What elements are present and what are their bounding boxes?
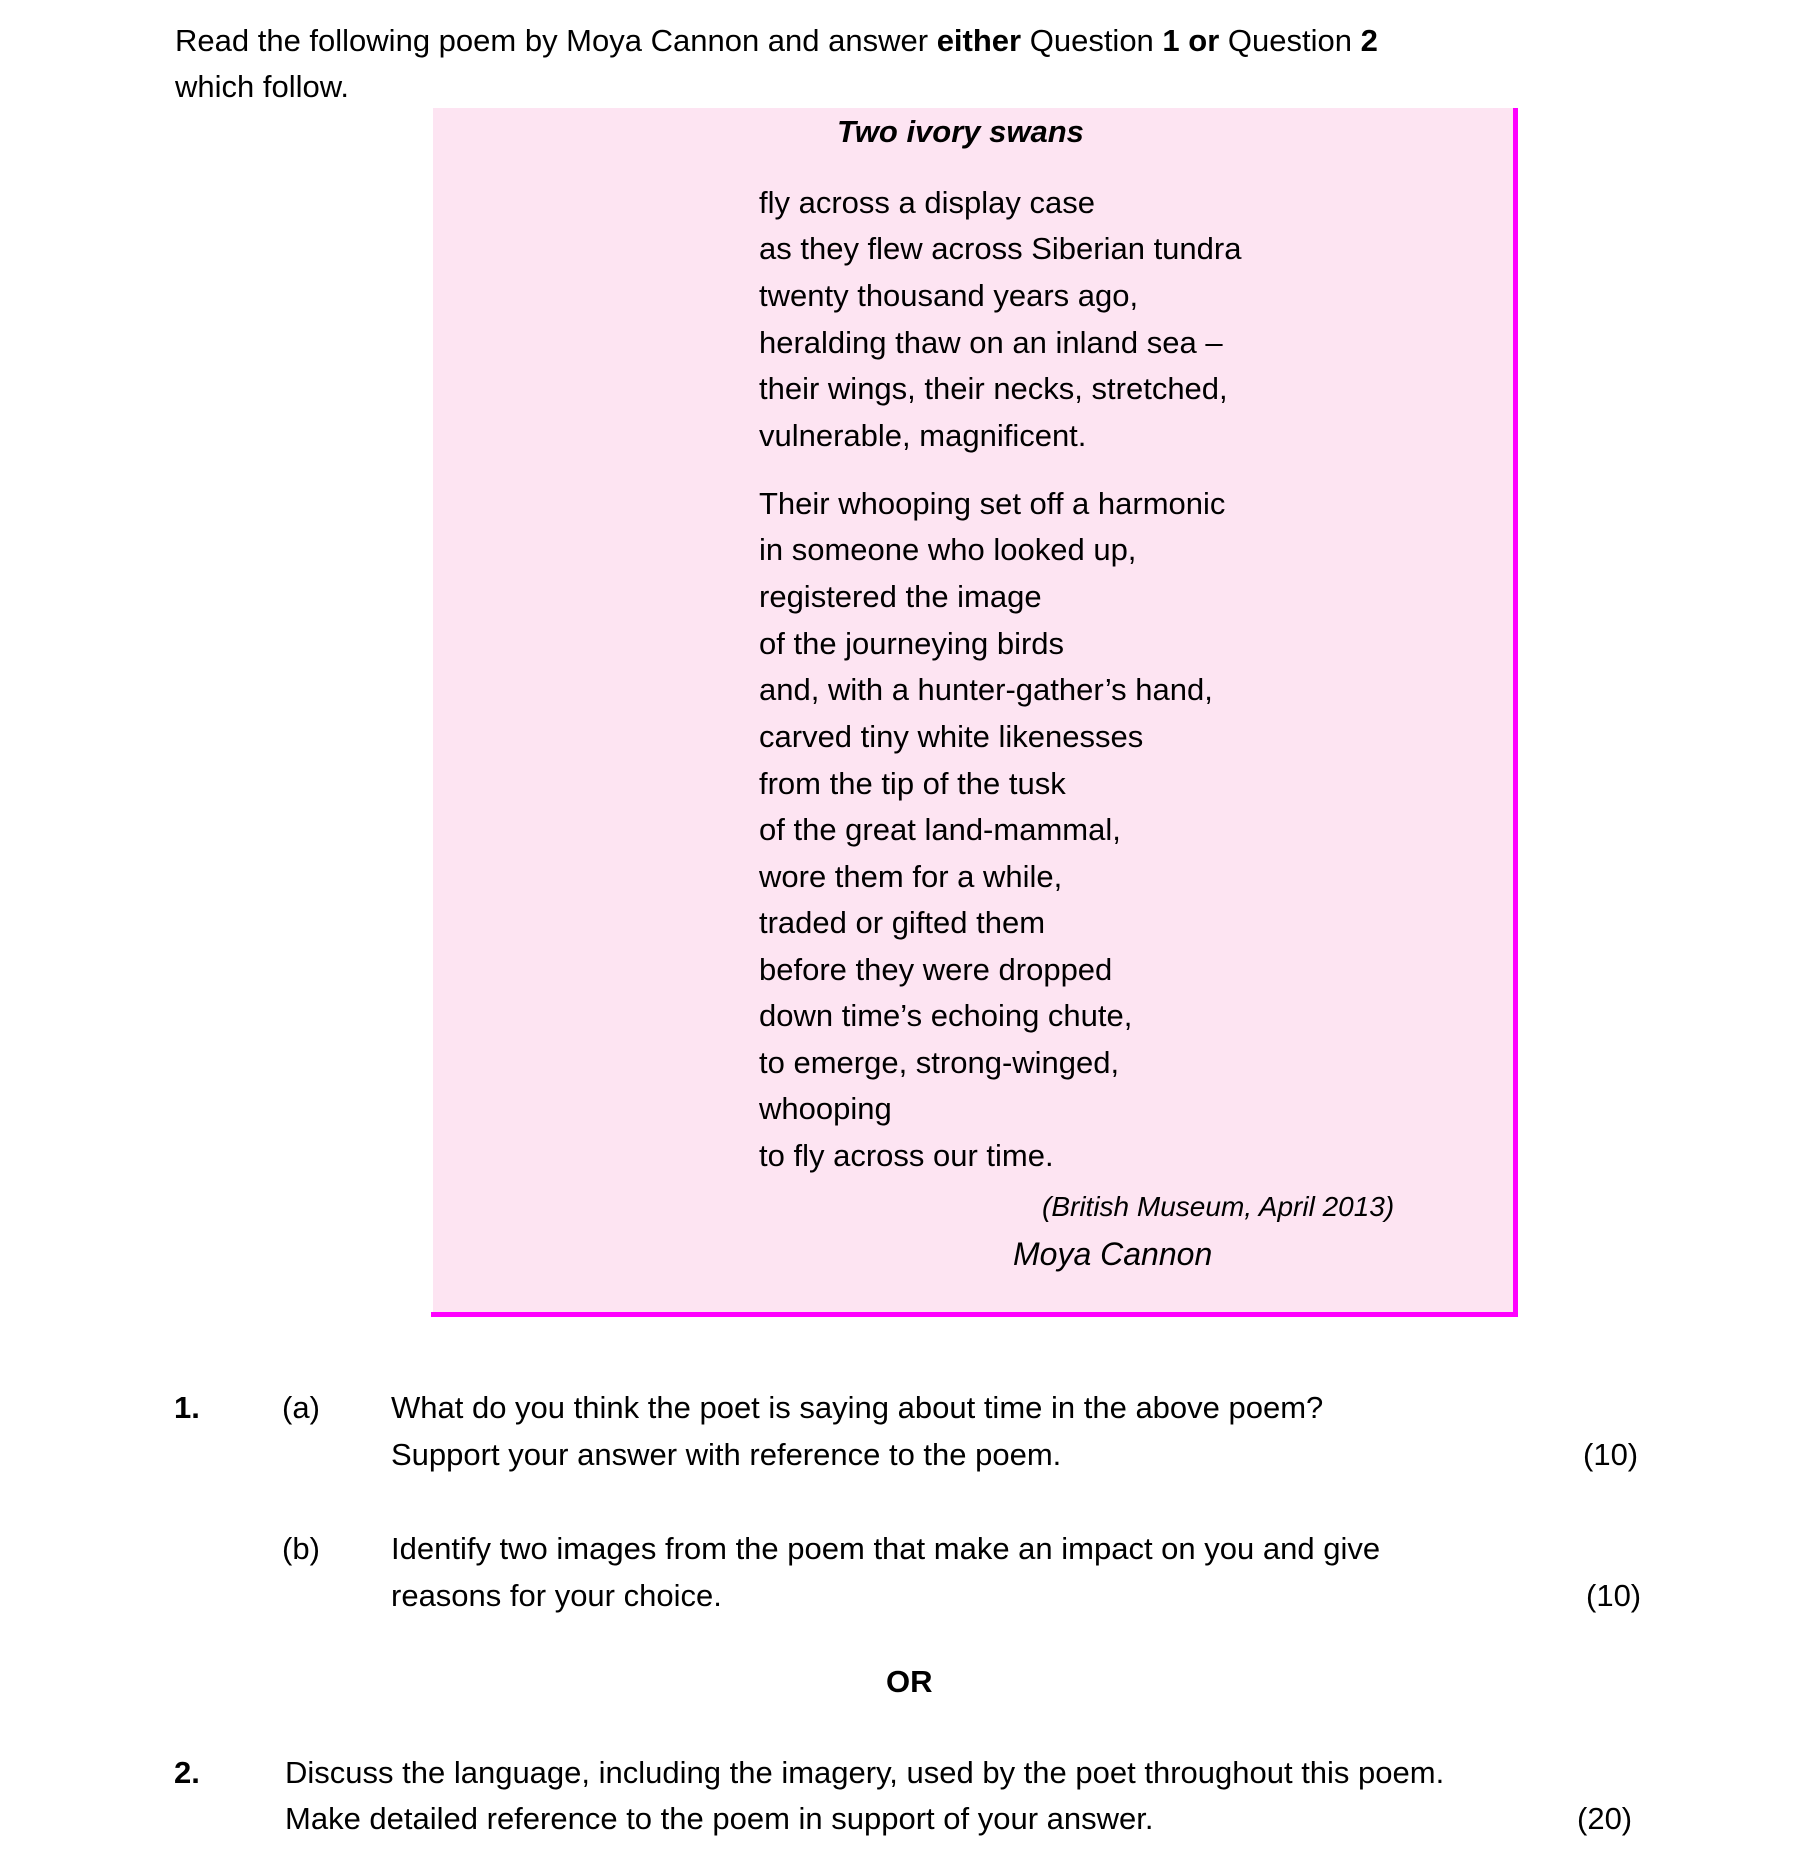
poem-line: registered the image xyxy=(759,579,1042,614)
instructions-line-2: which follow. xyxy=(175,69,350,104)
poem-box-right-border xyxy=(1513,108,1518,1317)
instructions-line-1 xyxy=(175,25,1378,56)
instructions-emphasis-q2: 2 xyxy=(1360,23,1378,58)
question-2-number: 2. xyxy=(174,1755,200,1790)
instructions-emphasis-either: either xyxy=(936,23,1022,58)
instructions-text: Question xyxy=(1219,23,1361,58)
question-1a-label: (a) xyxy=(282,1390,320,1425)
poem-line: down time’s echoing chute, xyxy=(759,998,1133,1033)
poem-line: to emerge, strong-winged, xyxy=(759,1045,1120,1080)
poem-line: before they were dropped xyxy=(759,952,1113,987)
poem-line: vulnerable, magnificent. xyxy=(759,418,1087,453)
question-2-text-line-2: Make detailed reference to the poem in support of your answer. xyxy=(285,1801,1154,1836)
poem-line: of the great land-mammal, xyxy=(759,812,1121,847)
poem-line: carved tiny white likenesses xyxy=(759,719,1144,754)
poem-line: to fly across our time. xyxy=(759,1138,1054,1173)
question-1-number: 1. xyxy=(174,1390,200,1425)
poem-line: in someone who looked up, xyxy=(759,532,1137,567)
poem-line: and, with a hunter-gather’s hand, xyxy=(759,672,1213,707)
poem-line: of the journeying birds xyxy=(759,626,1065,661)
or-separator: OR xyxy=(886,1664,933,1699)
poem-line: from the tip of the tusk xyxy=(759,766,1066,801)
question-2-text-line-1: Discuss the language, including the imagery, used by the poet throughout this poem. xyxy=(285,1755,1445,1790)
poem-source: (British Museum, April 2013) xyxy=(1042,1191,1395,1222)
question-1a-marks: (10) xyxy=(1583,1437,1639,1472)
poem-author: Moya Cannon xyxy=(1013,1236,1213,1272)
question-2-marks: (20) xyxy=(1577,1801,1633,1836)
instructions-text: Question xyxy=(1021,23,1163,58)
question-1b-label: (b) xyxy=(282,1531,320,1566)
instructions-emphasis-q1-or: 1 or xyxy=(1162,23,1220,58)
poem-line: fly across a display case xyxy=(759,185,1095,220)
instructions-text: Read the following poem by Moya Cannon and answer xyxy=(175,23,937,58)
poem-line: heralding thaw on an inland sea – xyxy=(759,325,1223,360)
question-1b-text-line-2: reasons for your choice. xyxy=(391,1578,722,1613)
poem-line: as they flew across Siberian tundra xyxy=(759,231,1242,266)
poem-line: Their whooping set off a harmonic xyxy=(759,486,1226,521)
poem-line: whooping xyxy=(759,1091,892,1126)
poem-title: Two ivory swans xyxy=(837,114,1084,149)
poem-line: wore them for a while, xyxy=(759,859,1063,894)
question-1b-text-line-1: Identify two images from the poem that make an impact on you and give xyxy=(391,1531,1381,1566)
poem-box-bottom-border xyxy=(431,1312,1518,1317)
question-1b-marks: (10) xyxy=(1586,1578,1642,1613)
question-1a-text-line-2: Support your answer with reference to the poem. xyxy=(391,1437,1062,1472)
question-1a-text-line-1: What do you think the poet is saying about time in the above poem? xyxy=(391,1390,1324,1425)
poem-line: twenty thousand years ago, xyxy=(759,278,1139,313)
poem-line: their wings, their necks, stretched, xyxy=(759,371,1228,406)
poem-line: traded or gifted them xyxy=(759,905,1046,940)
